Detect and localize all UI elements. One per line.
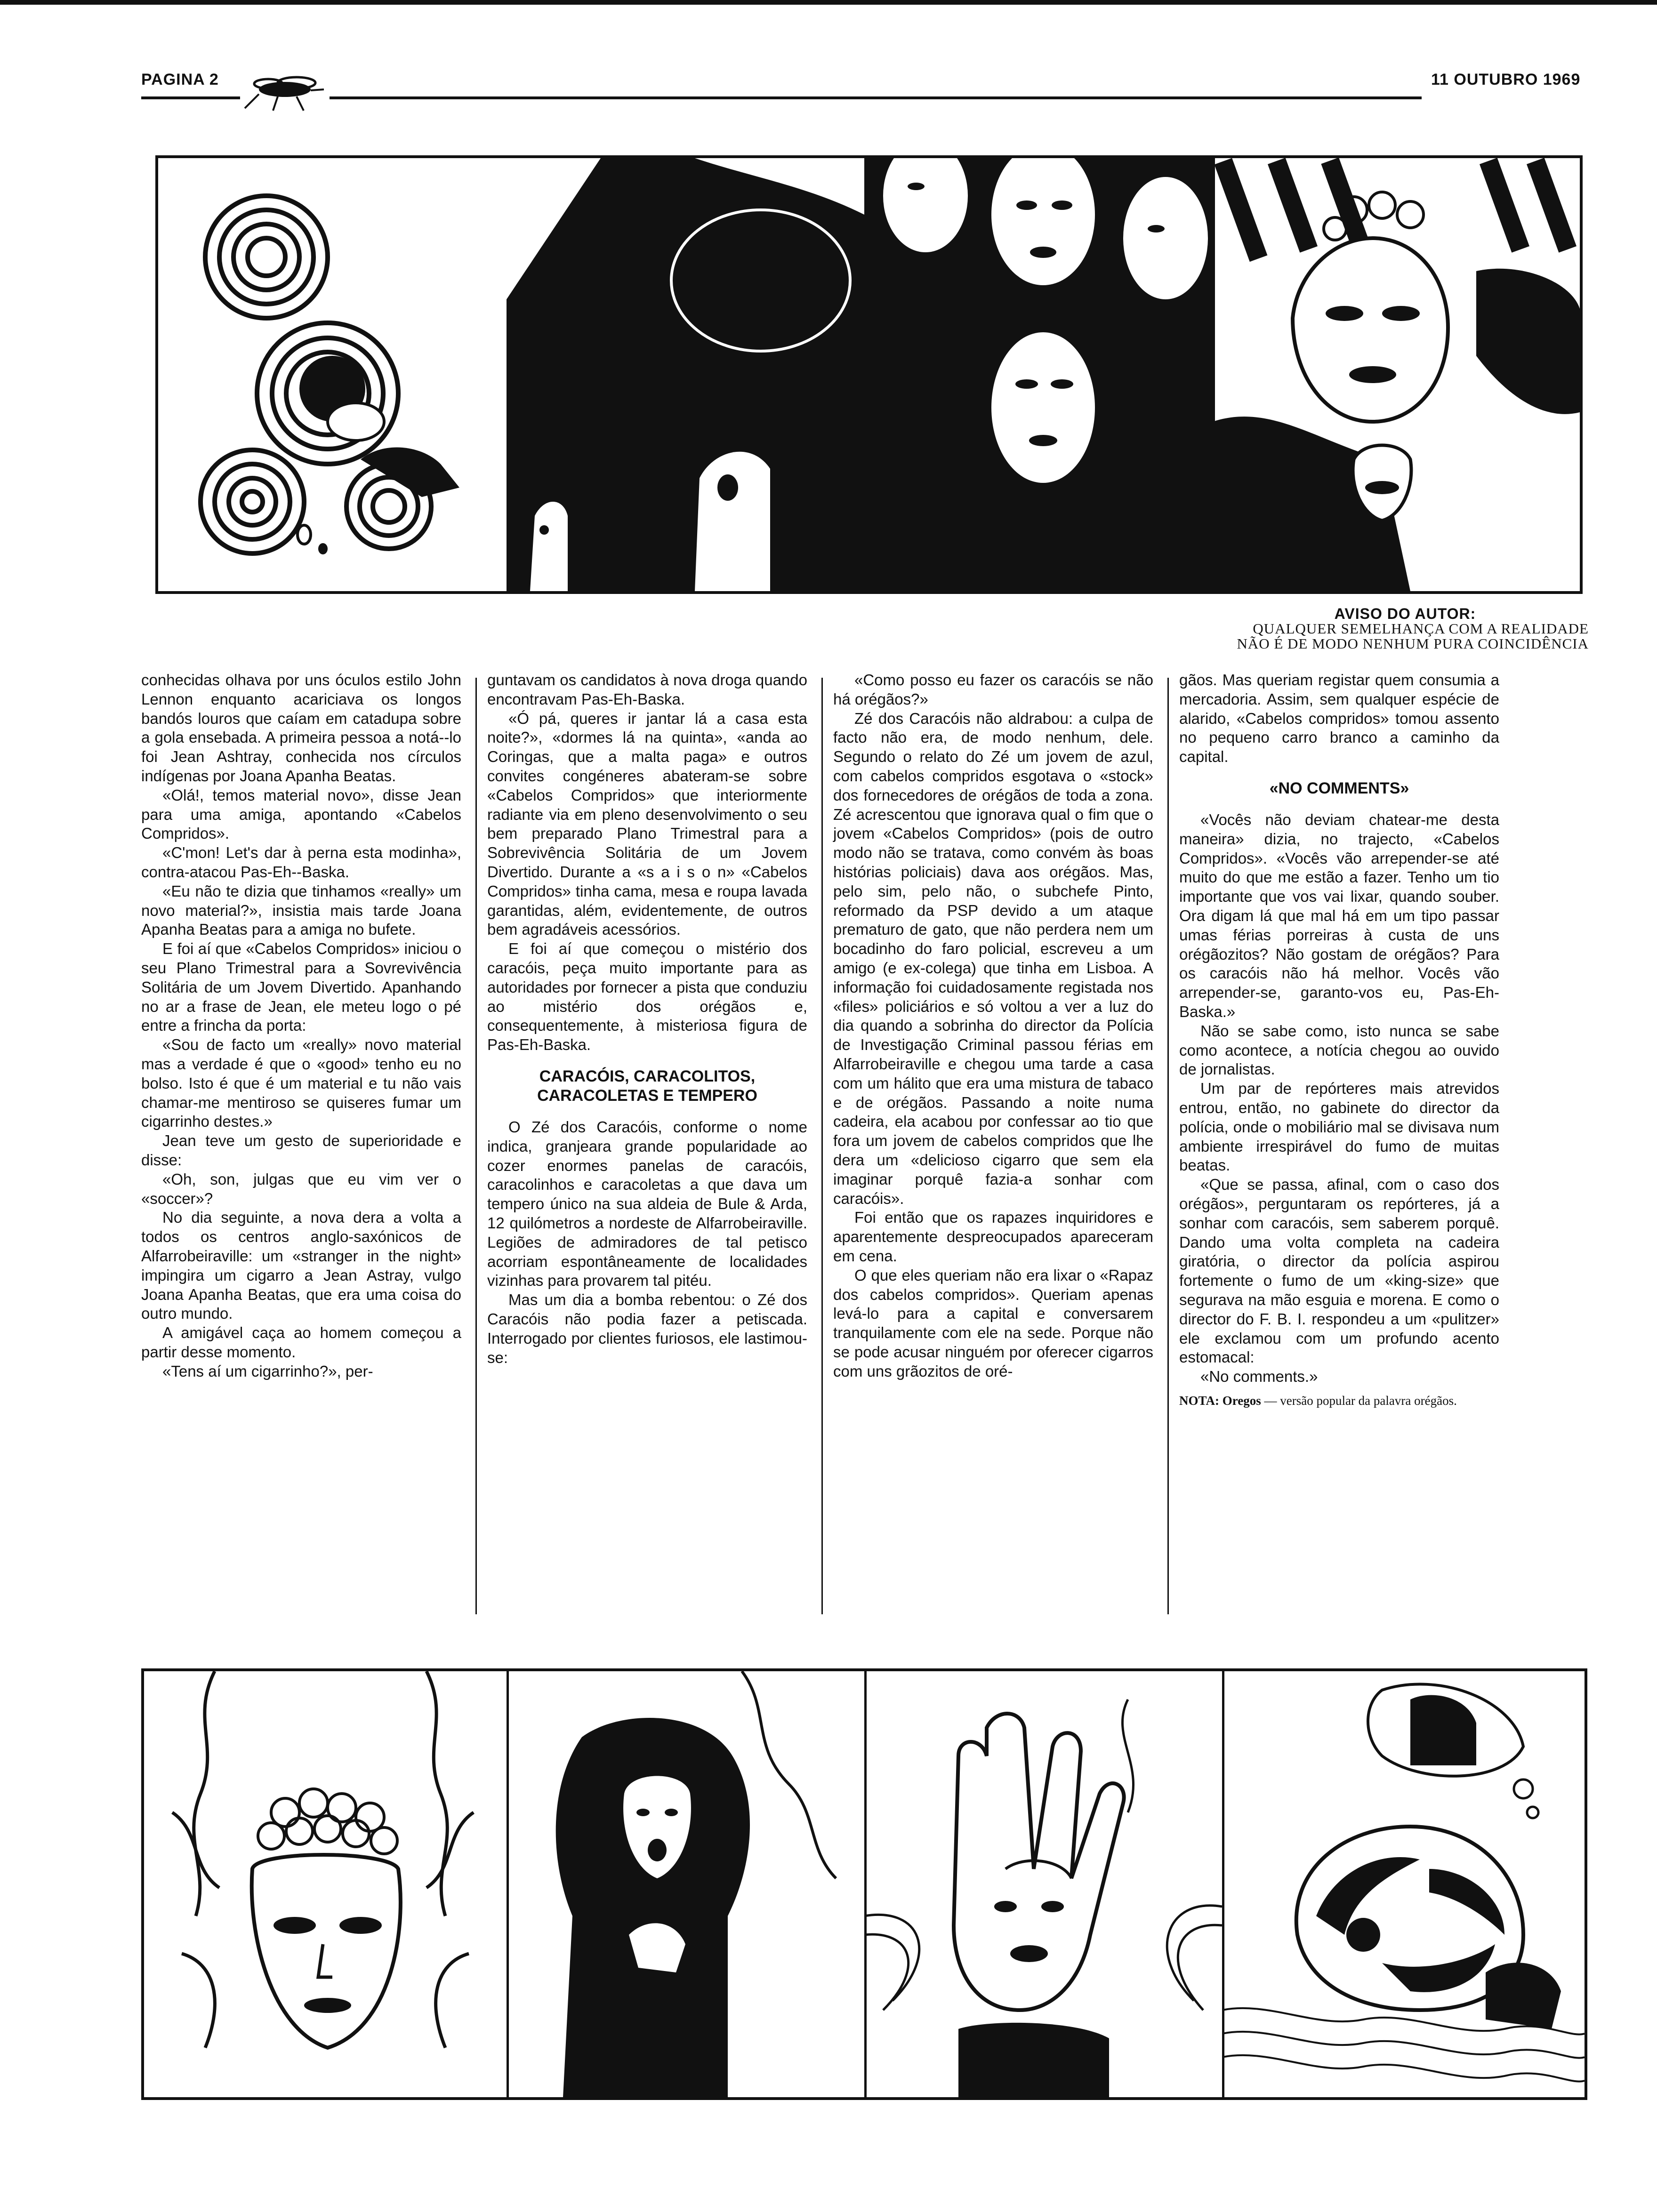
paragraph: «Que se passa, afinal, com o caso dos orégãos», perguntaram os repórteres, já a sonhar com caracóis, sem saberem porquê. Dando uma volta completa na cadeira giratória, o director da polícia aspirou fortemente o fumo de um «king-size» que segurava na mão esguia e morena. E como o director do F. B. I. respondeu a um «pulitzer» ele exclamou com um profundo acento estomacal: — [1179, 1176, 1499, 1366]
paragraph: «Como posso eu fazer os caracóis se não há orégãos?» — [833, 671, 1153, 708]
column-rule — [821, 678, 823, 1614]
column-rule — [475, 678, 477, 1614]
paragraph: E foi aí que começou o mistério dos caracóis, peça muito importante para as autoridades por fornecer a pista que conduziu ao mistério dos orégãos e, consequentemente, à misteriosa figura de Pas-Eh-Baska. — [487, 940, 807, 1054]
header-rule-right — [330, 96, 1422, 99]
paragraph: E foi aí que «Cabelos Compridos» iniciou o seu Plano Trimestral para a Sovrevivência Solitária de um Jovem Divertido. Apanhando no ar a frase de Jean, ele meteu logo o pé entre a frincha da porta: — [141, 940, 461, 1034]
article-column-1 — [141, 671, 461, 1381]
paragraph: «Oh, son, julgas que eu vim ver o «soccer»? — [141, 1170, 461, 1207]
paragraph: «Vocês não deviam chatear-me desta maneira» dizia, no trajecto, «Cabelos Compridos». «Vocês vão arrepender-se até muito do que me estão a fazer. Tenho um tio importante que vos vai lixar, quando souber. Ora digam lá que mal há em um tipo passar umas férias porreiras à custa de uns orégãozitos? Não gostam de orégãos? Para os caracóis não há melhor. Vocês vão arrepender-se, garanto-vos eu, Pas-Eh-Baska.» — [1179, 810, 1499, 1020]
concentric-rings-figures-panel — [158, 158, 509, 591]
paragraph: Jean teve um gesto de superioridade e disse: — [141, 1132, 461, 1169]
paragraph: «C'mon! Let's dar à perna esta modinha», contra-atacou Pas-Eh--Baska. — [141, 844, 461, 881]
snail-dream-panel — [1222, 1671, 1585, 2097]
paragraph: O Zé dos Caracóis, conforme o nome indica, granjeara grande popularidade ao cozer enormes panelas de caracóis, caracolinhos e caracoletas a que dava um tempero único na sua aldeia de Bule & Arda, 12 quilómetros a nordeste de Alfarrobeiraville. Legiões de admiradores de tal petisco acorriam espontâneamente de localidades vizinhas para provarem tal pitéu. — [487, 1118, 807, 1290]
footnote-text: — versão popular da palavra orégãos. — [1264, 1393, 1457, 1408]
paragraph: gãos. Mas queriam registar quem consumia a mercadoria. Assim, sem qualquer espécie de alarido, «Cabelos compridos» tomou assento no pequeno carro branco a caminho da capital. — [1179, 671, 1499, 766]
paragraph: Um par de repórteres mais atrevidos entrou, então, no gabinete do director da polícia, onde o mobiliário mal se divisava num ambiente irrespirável do fumo de muitas beatas. — [1179, 1080, 1499, 1174]
dark-haired-woman-panel — [507, 1671, 867, 2097]
paragraph: No dia seguinte, a nova dera a volta a todos os centros anglo-saxónicos de Alfarrobeiraville: um «stranger in the night» impingira um cigarro a Jean Astray, vulgo Joana Apanha Beatas, que era uma coisa do outro mundo. — [141, 1209, 461, 1322]
author-notice-line2: NÃO É DE MODO NENHUM PURA COINCIDÊNCIA — [1237, 635, 1589, 652]
paragraph: conhecidas olhava por uns óculos estilo John Lennon enquanto acariciava os longos bandós louros que caíam em catadupa sobre a gola ensebada. A primeira pessoa a notá--lo foi Jean Ashtray, conhecida nos círculos indígenas por Joana Apanha Beatas. — [141, 671, 461, 785]
author-notice-title: AVISO DO AUTOR: — [1334, 605, 1476, 622]
author-notice-line1: QUALQUER SEMELHANÇA COM A REALIDADE — [1253, 620, 1589, 637]
subheading-caracois: CARACÓIS, CARACOLITOS, CARACOLETAS E TEMPERO — [537, 1067, 757, 1105]
footnote-label: NOTA: Oregos — [1179, 1393, 1261, 1408]
top-border-line — [0, 0, 1657, 5]
paragraph: A amigável caça ao homem começou a partir desse momento. — [141, 1324, 461, 1361]
issue-date: 11 OUTUBRO 1969 — [1431, 71, 1581, 88]
paragraph: Zé dos Caracóis não aldrabou: a culpa de facto não era, de modo nenhum, dele. Segundo o relato do Zé um jovem de azul, com cabelos compridos esgotava o «stock» dos fornecedores de orégãos de toda a zona. Zé acrescentou que ignorava qual o fim que o jovem «Cabelos Compridos» (pois de outro modo não se tratava, como convém às boas histórias policiais) dava aos orégãos. Mas, pelo sim, pelo não, o subchefe Pinto, reformado da PSP devido a um ataque prematuro de gato, que não perdera nem um bocadinho do faro policial, escreveu a um amigo (e ex-colega) que tinha em Lisboa. A informação foi cuidadosamente registada nos «files» policiários e só voltou a ver a luz do dia quando a sobrinha do director da Polícia de Investigação Criminal passou férias em Alfarrobeiraville e chegou uma tarde a casa com um hálito que era uma mistura de tabaco e de orégãos. Passando a noite numa cadeira, ela acabou por confessar ao tio que fora um jovem de cabelos compridos que lhe dera um «delicioso cigarro que sem ela imaginar porquê fazia-a sonhar com caracóis». — [833, 709, 1153, 1207]
paragraph: Foi então que os rapazes inquiridores e aparentemente despreocupados apareceram em cena. — [833, 1209, 1153, 1265]
paragraph: «Tens aí um cigarrinho?», per- — [162, 1362, 373, 1380]
paragraph: Não se sabe como, isto nunca se sabe como acontece, a notícia chegou ao ouvido de jornalistas. — [1179, 1022, 1499, 1078]
header-rule-left — [141, 96, 240, 99]
fly-icon — [240, 71, 325, 113]
paragraph: «Eu não te dizia que tinhamos «really» um novo material?», insistia mais tarde Joana Apanha Beatas para a amiga no bufete. — [141, 882, 461, 938]
paragraph: «Ó pá, queres ir jantar lá a casa esta noite?», «dormes lá na quinta», «anda ao Coringas, que a malta paga» e outros convites congéneres abateram-se sobre «Cabelos Compridos» que interiormente radiante via em pleno desenvolvimento o seu bem preparado Plano Trimestral para a Sobrevivência Solitária de um Jovem Divertido. Durante a «s a i s o n» «Cabelos Compridos» tinha cama, mesa e roupa lavada garantidas, além, evidentemente, de outros bem agradáveis acessórios. — [487, 709, 807, 938]
dark-hair-faces-panel — [507, 158, 867, 591]
article-column-4 — [1179, 671, 1499, 1408]
paragraph: «Olá!, temos material novo», disse Jean para uma amiga, apontando «Cabelos Compridos». — [141, 786, 461, 842]
paragraph: O que eles queriam não era lixar o «Rapaz dos cabelos compridos». Queriam apenas levá-lo para a capital e conversarem tranquilamente com ele na sede. Porque não se pode acusar ninguém por oferecer cigarros com uns grãozitos de oré- — [833, 1266, 1153, 1380]
page-number-label: PAGINA 2 — [141, 71, 219, 88]
article-column-2 — [487, 671, 807, 1367]
paragraph: «No comments.» — [1200, 1368, 1318, 1386]
column-rule — [1167, 678, 1169, 1614]
mask-with-curls-panel — [144, 1671, 509, 2097]
paragraph: «Sou de facto um «really» novo material mas a verdade é que o «good» tenho eu no bolso. Isto é que é um material e tu não vais chamar-me mentiroso se quiseres fumar um cigarrinho destes.» — [141, 1036, 461, 1130]
article-column-3 — [833, 671, 1153, 1381]
subheading-no-comments: «NO COMMENTS» — [1269, 779, 1409, 797]
bottom-illustration — [141, 1668, 1587, 2100]
paragraph: guntavam os candidatos à nova droga quando encontravam Pas-Eh-Baska. — [487, 671, 807, 708]
top-illustration — [155, 155, 1583, 594]
footnote — [1179, 1393, 1499, 1408]
paragraph: Mas um dia a bomba rebentou: o Zé dos Caracóis não podia fazer a petiscada. Interrogado por clientes furiosos, ele lastimou-se: — [487, 1291, 807, 1366]
author-notice — [1127, 606, 1589, 651]
hand-and-face-panel — [864, 1671, 1224, 2097]
mask-faces-panel — [1213, 158, 1580, 591]
crowd-faces-panel — [864, 158, 1215, 591]
